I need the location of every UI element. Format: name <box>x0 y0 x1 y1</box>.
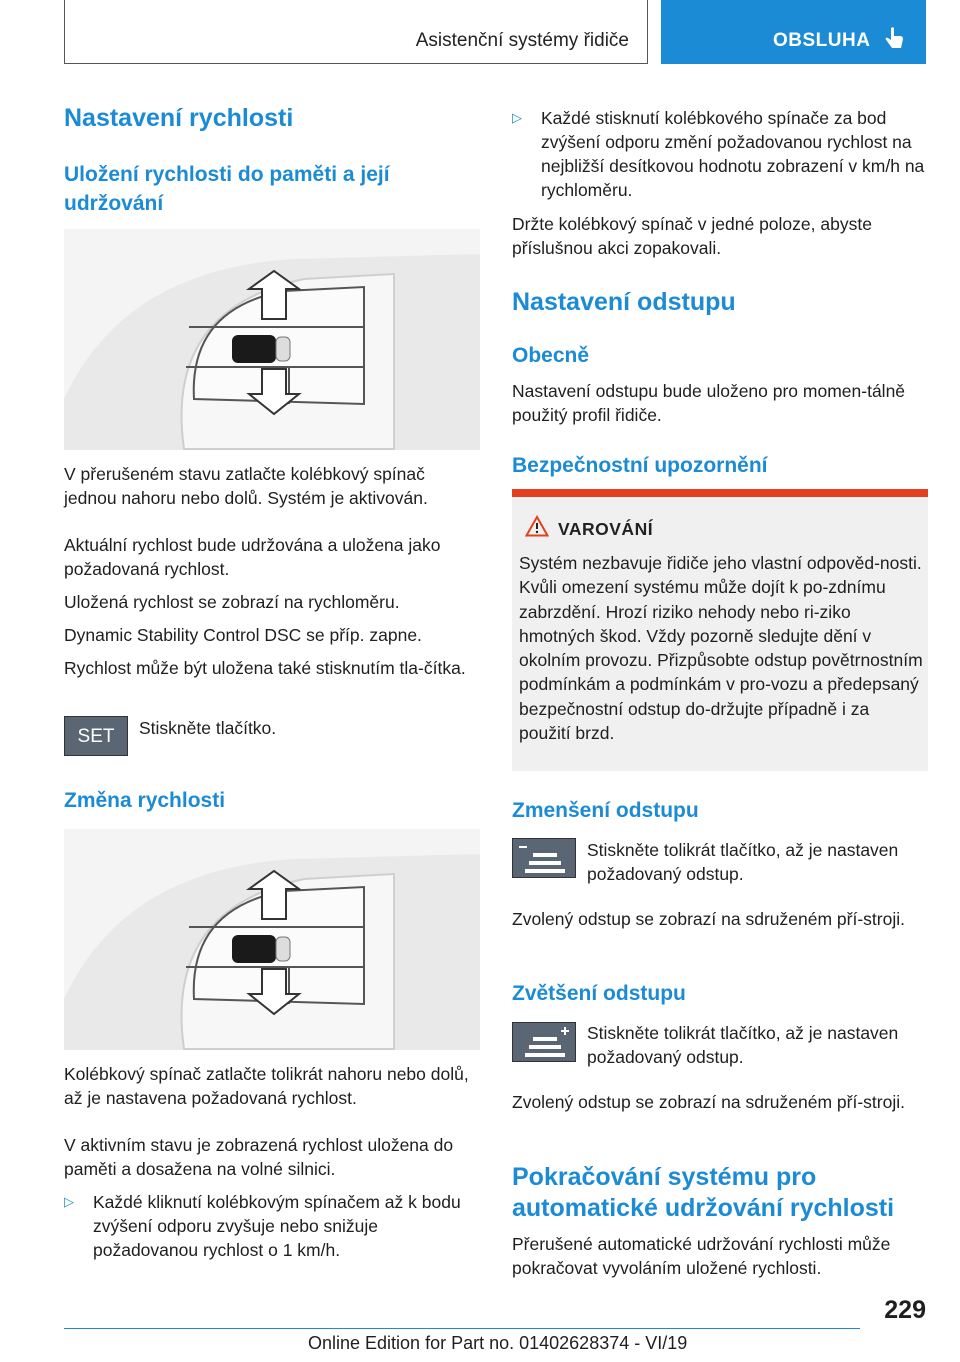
subsection-title-decrease-distance: Zmenšení odstupu <box>512 799 699 822</box>
paragraph-distance-display-1: Zvolený odstup se zobrazí na sdruženém pří‐stroji. <box>512 909 905 929</box>
decrease-distance-button-icon <box>512 838 576 878</box>
paragraph-distance-profile: Nastavení odstupu bude uloženo pro momen‐tálně použitý profil řidiče. <box>512 381 906 425</box>
subsection-title-change-speed: Změna rychlosti <box>64 789 226 812</box>
warning-title: VAROVÁNÍ <box>558 519 654 539</box>
header-section-title: Asistenční systémy řidiče <box>415 30 629 51</box>
list-item-text: Každé kliknutí kolébkovým spínačem až k bodu zvýšení odporu zvyšuje nebo snižuje požadovanou rychlost o 1 km/h. <box>93 1192 461 1260</box>
warning-bar <box>512 489 928 497</box>
bullet-triangle-icon: ▷ <box>64 1194 74 1209</box>
warning-triangle-icon <box>525 515 549 537</box>
steering-wheel-rocker-photo-1 <box>64 229 480 450</box>
distance-plus-icon <box>513 1023 575 1061</box>
paragraph-distance-display-2: Zvolený odstup se zobrazí na sdruženém pří‐stroji. <box>512 1092 905 1112</box>
rocker-switch-illustration <box>64 829 480 1050</box>
section-title-distance: Nastavení odstupu <box>512 288 736 316</box>
paragraph-current-speed: Aktuální rychlost bude udržována a uložena jako požadovaná rychlost. <box>64 535 441 579</box>
list-item-text: Každé stisknutí kolébkového spínače za bod zvýšení odporu změní požadovanou rychlost na nejbližší desítkovou hodnotu zobrazení v km/h na rychloměru. <box>541 108 925 200</box>
paragraph-dsc: Dynamic Stability Control DSC se příp. zapne. <box>64 625 422 645</box>
paragraph-speedometer: Uložená rychlost se zobrazí na rychloměru. <box>64 592 400 612</box>
footer-edition: Online Edition for Part no. 01402628374 - VI/19 <box>308 1333 688 1353</box>
paragraph-store-by-button: Rychlost může být uložena také stisknutím tla‐čítka. <box>64 658 466 678</box>
section-title-speed: Nastavení rychlosti <box>64 104 294 132</box>
warning-text: Systém nezbavuje řidiče jeho vlastní odpověd‐nosti. Kvůli omezení systému může dojít k po‐zdnímu zabrzdění. Hrozí riziko nehody nebo ri‐ziko hmotných škod. Vždy pozorně sledujte dění v okolním provozu. Přizpůsobte odstup povětrnostním podmínkám a podmínkám v pro‐vozu a předepsaný bezpečnostní odstup do‐držujte případně i za použití brzd. <box>519 553 923 744</box>
increase-distance-button-icon <box>512 1022 576 1062</box>
subsection-title-safety: Bezpečnostní upozornění <box>512 454 768 477</box>
subsection-title-general: Obecně <box>512 344 590 367</box>
decrease-distance-instruction: Stiskněte tolikrát tlačítko, až je nastaven požadovaný odstup. <box>587 840 899 884</box>
paragraph-resume: Přerušené automatické udržování rychlosti může pokračovat vyvoláním uložené rychlosti. <box>512 1234 891 1278</box>
rocker-switch-illustration <box>64 229 480 450</box>
paragraph-active-state: V aktivním stavu je zobrazená rychlost uložena do paměti a dosažena na volné silnici. <box>64 1135 454 1179</box>
paragraph-rocker-press: Kolébkový spínač zatlačte tolikrát nahoru nebo dolů, až je nastavena požadovaná rychlost. <box>64 1064 469 1108</box>
header-section-box <box>64 0 648 64</box>
bullet-triangle-icon: ▷ <box>512 110 522 125</box>
increase-distance-instruction: Stiskněte tolikrát tlačítko, až je nastaven požadovaný odstup. <box>587 1023 899 1067</box>
header-chapter-label: OBSLUHA <box>773 30 871 51</box>
subsection-title-increase-distance: Zvětšení odstupu <box>512 982 686 1005</box>
warning-box <box>512 489 928 771</box>
set-button-instruction: Stiskněte tlačítko. <box>139 718 277 738</box>
page-number: 229 <box>884 1296 926 1324</box>
hand-pointer-icon <box>883 26 905 52</box>
header-chapter-tab <box>661 0 926 64</box>
paragraph-hold-rocker: Držte kolébkový spínač v jedné poloze, abyste příslušnou akci zopakovali. <box>512 214 872 258</box>
paragraph-activate: V přerušeném stavu zatlačte kolébkový spínač jednou nahoru nebo dolů. Systém je aktivován. <box>64 464 428 508</box>
steering-wheel-rocker-photo-2 <box>64 829 480 1050</box>
section-title-resume: Pokračování systému pro automatické udržování rychlosti <box>512 1163 895 1222</box>
subsection-title-store-speed: Uložení rychlosti do paměti a její udržování <box>64 163 390 215</box>
set-button-icon: SET <box>64 716 128 756</box>
footer-divider <box>64 1328 860 1329</box>
page-header <box>64 0 926 64</box>
distance-minus-icon <box>513 839 575 877</box>
